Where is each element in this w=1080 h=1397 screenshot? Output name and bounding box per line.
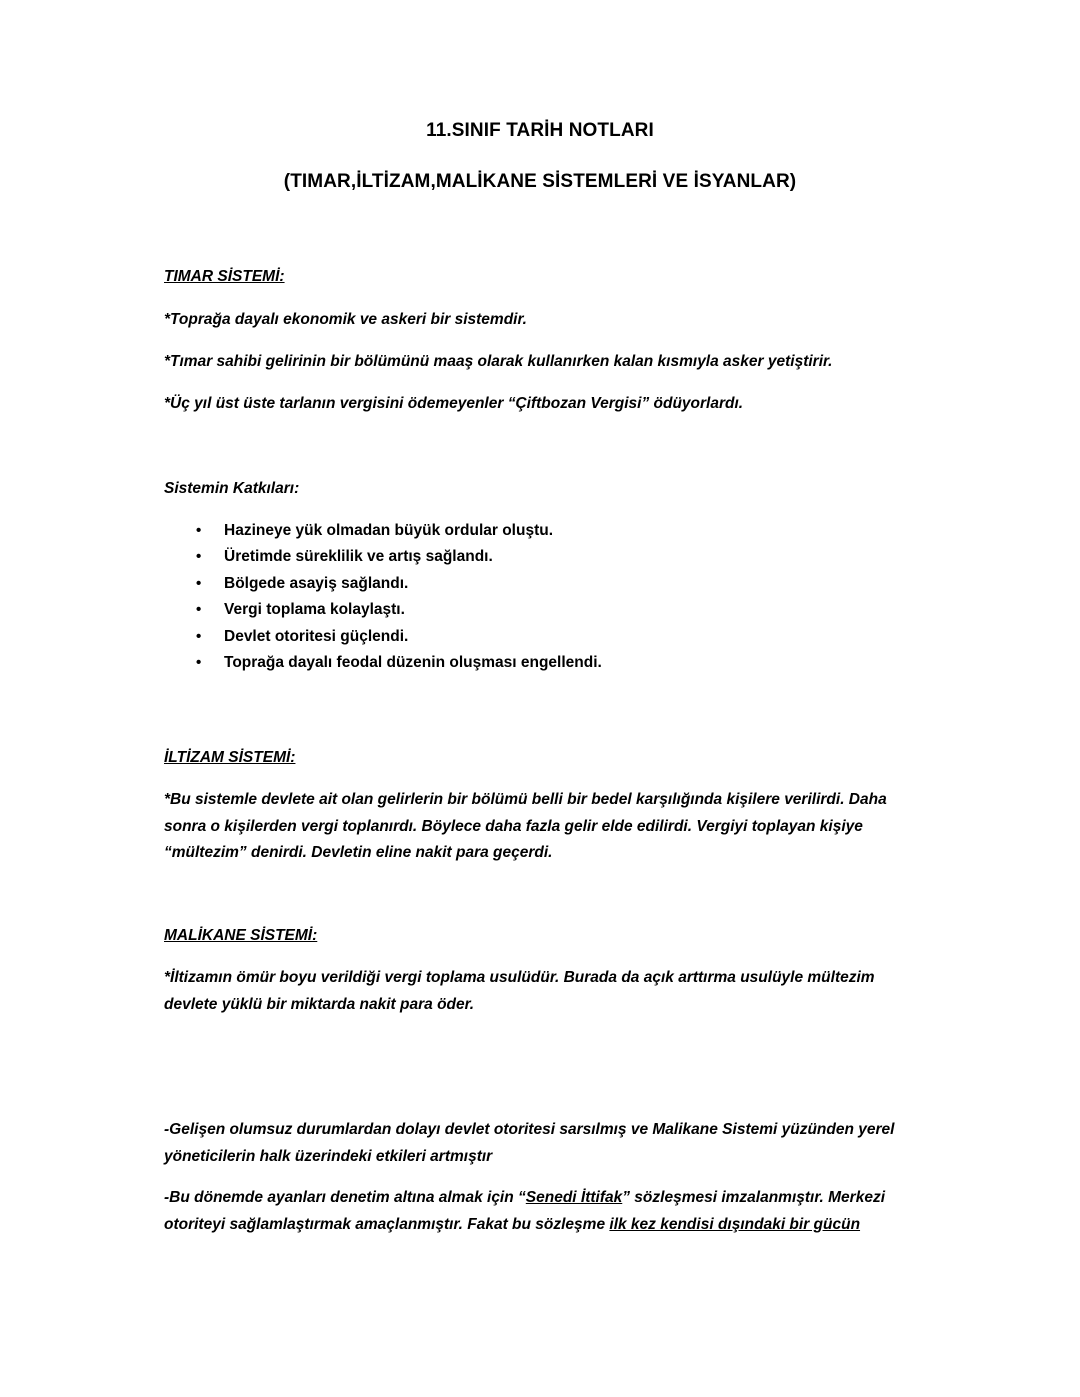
list-item — [190, 650, 602, 676]
bullet-icon: • — [196, 601, 202, 619]
list-item-text: Bölgede asayiş sağlandı. — [224, 574, 409, 592]
list-item — [190, 597, 602, 623]
note-text: -Bu dönemde ayanları denetim altına almak için “ — [164, 1189, 526, 1206]
bullet-icon: • — [196, 654, 202, 672]
malikane-heading: MALİKANE SİSTEMİ: — [164, 927, 318, 944]
timar-point-1: *Toprağa dayalı ekonomik ve askeri bir sistemdir. — [164, 311, 527, 328]
document-subtitle: (TIMAR,İLTİZAM,MALİKANE SİSTEMLERİ VE İSYANLAR) — [283, 171, 797, 192]
iltizam-heading: İLTİZAM SİSTEMİ: — [164, 749, 296, 766]
note-authority: -Gelişen olumsuz durumlardan dolayı devlet otoritesi sarsılmış ve Malikane Sistemi yüzünden yerel yöneticilerin halk üzerindeki etkileri artmıştır — [164, 1121, 895, 1165]
underlined-phrase: ilk kez kendisi dışındaki bir gücün — [609, 1215, 861, 1233]
list-item — [190, 624, 602, 650]
bullet-icon: • — [196, 548, 202, 566]
list-item-text: Hazineye yük olmadan büyük ordular oluştu. — [224, 522, 554, 539]
contributions-heading: Sistemin Katkıları: — [164, 480, 300, 497]
note-text: ” sözleşmesi imzalanmıştır. Merkezi otoriteyi sağlamlaştırmak amaçlanmıştır. Fakat bu sözleşme — [164, 1189, 886, 1233]
timar-heading: TIMAR SİSTEMİ: — [164, 268, 285, 285]
list-item — [190, 518, 602, 544]
list-item-text: Üretimde süreklilik ve artış sağlandı. — [224, 548, 493, 566]
contributions-list — [190, 518, 602, 676]
list-item-text: Vergi toplama kolaylaştı. — [224, 601, 405, 619]
bullet-icon: • — [196, 574, 202, 592]
bullet-icon: • — [196, 522, 202, 539]
iltizam-text: *Bu sistemle devlete ait olan gelirlerin bir bölümü belli bir bedel karşılığında kişilere verilirdi. Daha sonra o kişilerden vergi toplanırdı. Böylece daha fazla gelir elde edilirdi. Vergiyi toplayan kişiye “mültezim” denirdi. Devletin eline nakit para geçerdi. — [164, 791, 887, 861]
note-senedi-ittifak — [164, 1185, 916, 1238]
list-item — [190, 544, 602, 570]
timar-point-3: *Üç yıl üst üste tarlanın vergisini ödemeyenler “Çiftbozan Vergisi” ödüyorlardı. — [164, 395, 744, 412]
malikane-text: *İltizamın ömür boyu verildiği vergi toplama usulüdür. Burada da açık arttırma usulüyle mültezim devlete yüklü bir miktarda nakit para öder. — [164, 969, 875, 1013]
senedi-ittifak-term: Senedi İttifak — [525, 1189, 623, 1206]
document-title: 11.SINIF TARİH NOTLARI — [426, 120, 654, 141]
list-item-text: Toprağa dayalı feodal düzenin oluşması engellendi. — [224, 654, 602, 672]
list-item-text: Devlet otoritesi güçlendi. — [224, 627, 409, 645]
timar-point-2: *Tımar sahibi gelirinin bir bölümünü maaş olarak kullanırken kalan kısmıyla asker yetiştirir. — [164, 353, 833, 370]
bullet-icon: • — [196, 627, 202, 645]
list-item — [190, 571, 602, 597]
